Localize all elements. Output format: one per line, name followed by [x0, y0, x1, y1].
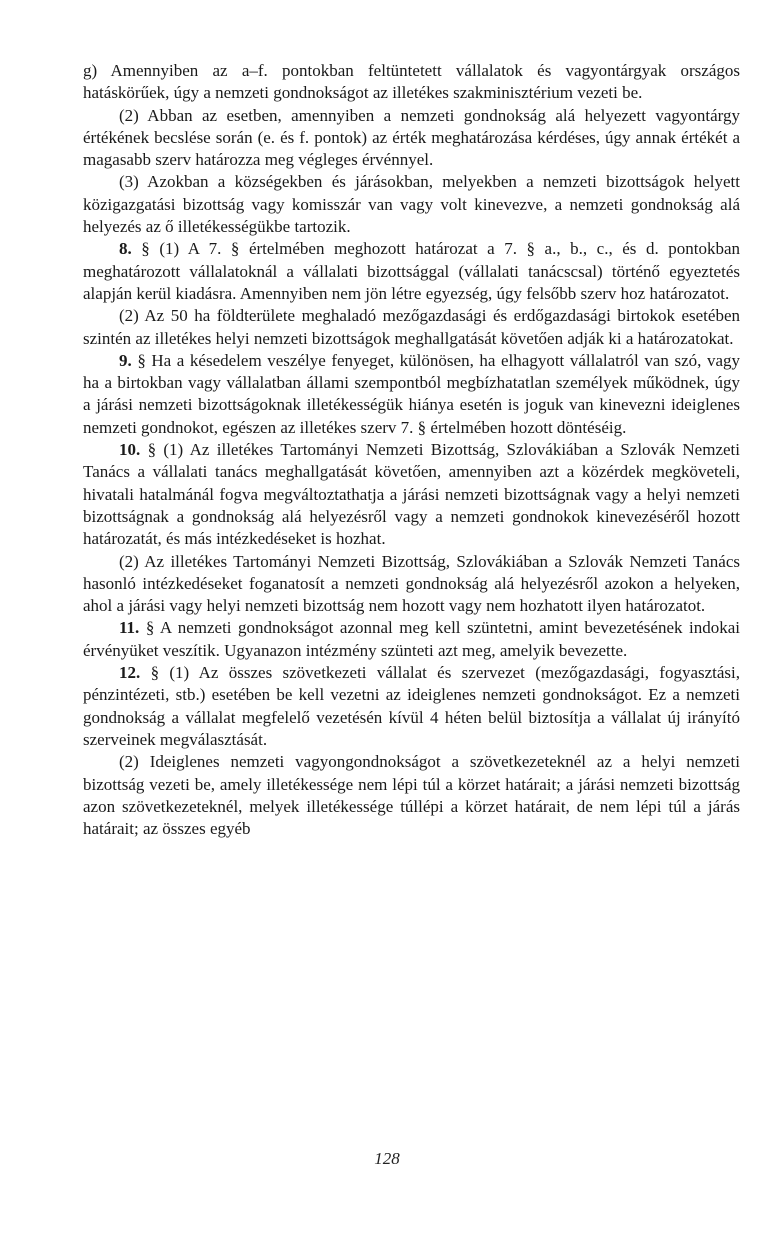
section-number: 10.	[119, 440, 141, 460]
paragraph-text: § A nemzeti gondnokságot azonnal meg kell szüntetni, amint bevezetésének indokai érvényüket veszítik. Ugyanazon intézmény szünteti azt meg, amelyik bevezette.	[83, 618, 740, 660]
paragraph	[83, 171, 740, 238]
paragraph-text: § Ha a késedelem veszélye fenyeget, különösen, ha elhagyott vállalatról van szó, vagy ha a birtokban vagy vállalatban állami szempontból megbízhatatlan személyek működnek, úgy a járási nemzeti bizottságoknak illetékességük hiánya esetén is joguk van kinevezni ideiglenes nemzeti gondnokot, egészen az illetékes szerv 7. § értelmében hozott döntéséig.	[83, 350, 740, 437]
section-number: 8.	[119, 239, 132, 259]
section-number: 9.	[119, 350, 132, 370]
paragraph	[83, 439, 740, 550]
paragraph	[83, 350, 740, 439]
paragraph-text: (3) Azokban a községekben és járásokban, melyekben a nemzeti bizottságok helyett közigazgatási bizottság vagy komisszár van vagy volt kinevezve, a nemzeti gondnokság alá helyezés az ő illetékességükbe tartozik.	[83, 172, 740, 237]
paragraph-text: § (1) Az összes szövetkezeti vállalat és szervezet (mezőgazdasági, fogyasztási, pénzintézeti, stb.) esetében be kell vezetni az ideiglenes nemzeti gondnokságot. Ez a nemzeti gondnokság a vállalat megfelelő vezetésén kívül 4 héten belül biztosítja a vállalat új irányító szerveinek megválasztását.	[83, 663, 741, 749]
paragraph-text: (2) Az illetékes Tartományi Nemzeti Bizottság, Szlovákiában a Szlovák Nemzeti Tanács hasonló intézkedéseket foganatosít a nemzeti gondnokság alá helyezésről azokon a helyeken, ahol a járási vagy helyi nemzeti bizottság nem hozott vagy nem hozhatott ilyen határozatot.	[83, 551, 740, 616]
document-page	[83, 60, 740, 840]
paragraph	[83, 105, 740, 172]
paragraph	[83, 551, 740, 618]
paragraph-text: (2) Ideiglenes nemzeti vagyongondnokságot a szövetkezeteknél az a helyi nemzeti bizottság vezeti be, amely illetékessége nem lépi túl a körzet határait; a járási nemzeti bizottság azon szövetkezeteknél, melyek illetékessége túllépi a körzet határait, de nem lépi túl a járás határait; az összes egyéb	[83, 752, 740, 839]
paragraph-text: § (1) Az illetékes Tartományi Nemzeti Bizottság, Szlovákiában a Szlovák Nemzeti Tanács a vállalati tanács meghallgatását követően, amennyiben azt a közérdek megköveteli, hivatali hatalmánál fogva megváltoztathatja a járási nemzeti bizottságnak vagy a helyi nemzeti bizottságnak a gondnokság alá helyezésről vagy a nemzeti gondnokok kinevezéséről hozott határozatát, és más intézkedéseket is hozhat.	[83, 440, 740, 549]
paragraph	[83, 305, 740, 350]
page-number: 128	[374, 1149, 400, 1168]
paragraph	[83, 662, 740, 751]
paragraph	[83, 751, 740, 840]
paragraph-text: § (1) A 7. § értelmében meghozott határozat a 7. § a., b., c., és d. pontokban meghatározott vállalatoknál a vállalati bizottsággal (vállalati tanácscsal) történő egyeztetés alapján kerül kiadásra. Amennyiben nem jön létre egyezség, úgy felsőbb szerv hoz határozatot.	[83, 239, 741, 303]
section-number: 11.	[119, 618, 140, 638]
paragraph-text: g) Amennyiben az a–f. pontokban feltüntetett vállalatok és vagyontárgyak országos hatáskörűek, úgy a nemzeti gondnokságot az illetékes szakminisztérium vezeti be.	[83, 61, 740, 103]
section-number: 12.	[119, 663, 141, 683]
paragraph	[83, 238, 740, 305]
paragraph	[83, 60, 740, 105]
paragraph	[83, 617, 740, 662]
paragraph-text: (2) Abban az esetben, amennyiben a nemzeti gondnokság alá helyezett vagyontárgy értékének becslése során (e. és f. pontok) az érték meghatározása kérdéses, úgy annak értékét a magasabb szerv határozza meg végleges érvénnyel.	[83, 105, 740, 170]
paragraph-text: (2) Az 50 ha földterülete meghaladó mezőgazdasági és erdőgazdasági birtokok esetében szintén az illetékes helyi nemzeti bizottságok meghallgatását követően adják ki a határozatokat.	[83, 306, 740, 348]
